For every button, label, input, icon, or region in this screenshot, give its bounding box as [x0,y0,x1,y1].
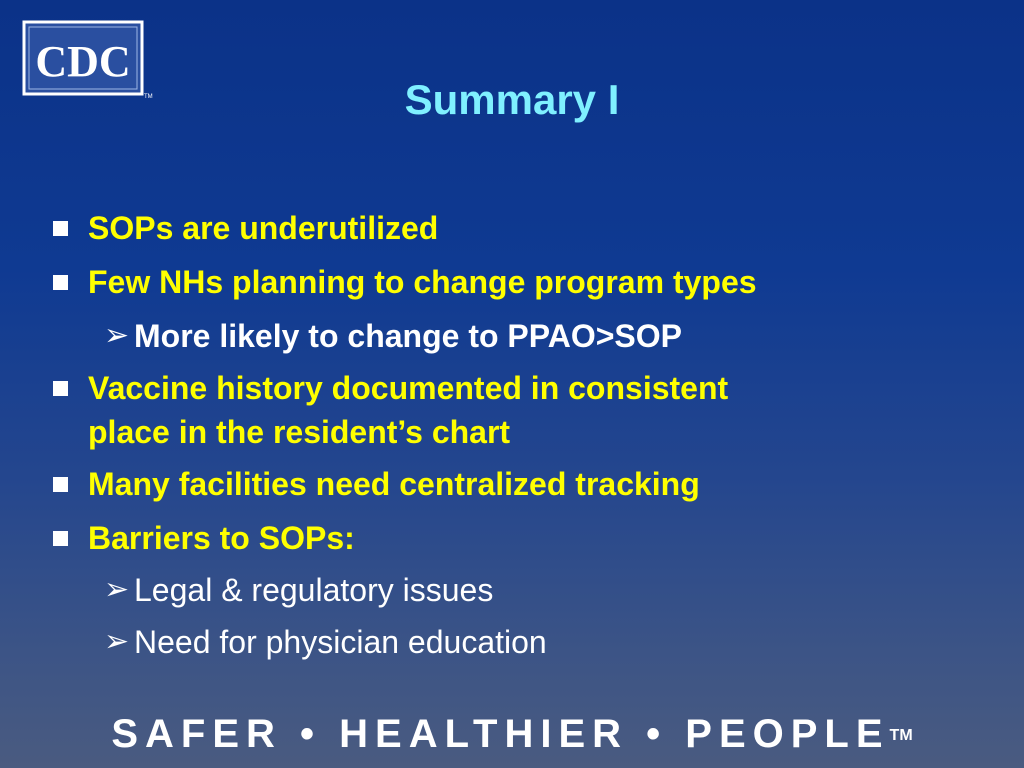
slide-title: Summary I [404,76,620,123]
footer-tagline-text: SAFER • HEALTHIER • PEOPLE [111,712,890,756]
arrow-bullet-icon: ➢ [104,319,130,352]
bullet-square-icon [53,477,68,492]
arrow-bullet-icon: ➢ [104,625,130,658]
footer-tagline [0,708,1024,760]
bullet-text-line2: place in the resident’s chart [88,414,511,450]
bullet-text: Barriers to SOPs: [88,520,355,556]
bullet-square-icon [53,275,68,290]
sub-bullet-text: More likely to change to PPAO>SOP [134,318,682,354]
cdc-logo-text: CDC [35,37,131,86]
bullet-square-icon [53,531,68,546]
bullet-text: Few NHs planning to change program types [88,264,757,300]
bullet-square-icon [53,221,68,236]
sub-bullet-text: Legal & regulatory issues [134,572,494,608]
bullet-text: Many facilities need centralized tracking [88,466,700,502]
bullet-text-line1: Vaccine history documented in consistent [88,370,729,406]
sub-bullet-text: Need for physician education [134,624,547,660]
trademark-mark: TM [889,727,913,744]
arrow-bullet-icon: ➢ [104,573,130,606]
bullet-text: SOPs are underutilized [88,210,439,246]
bullet-square-icon [53,381,68,396]
cdc-logo-mark: TM [144,94,153,100]
